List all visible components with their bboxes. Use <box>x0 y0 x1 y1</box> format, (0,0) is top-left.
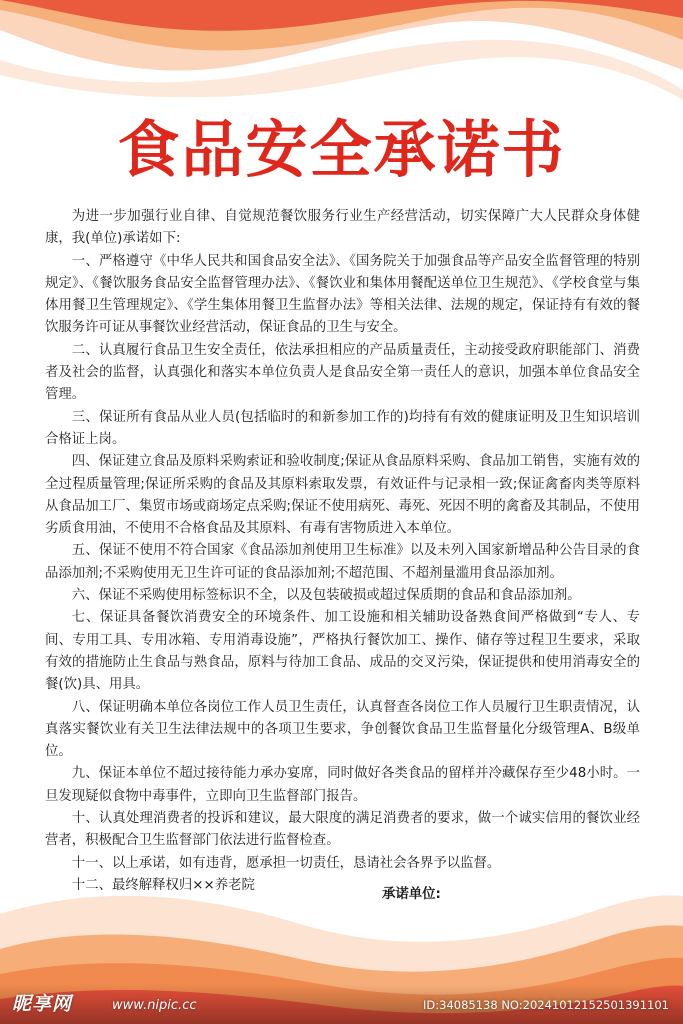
watermark-bar <box>0 984 683 1024</box>
signature-label: 承诺单位: <box>382 887 441 902</box>
clause-12: 十二、最终解释权归××养老院 <box>71 877 255 893</box>
top-wave-decoration <box>0 0 683 110</box>
clause-9: 九、保证本单位不超过接待能力承办宴席，同时做好各类食品的留样并冷藏保存至少48小时。一旦发现疑似食物中毒事件，立即向卫生监督部门报告。 <box>45 766 640 804</box>
watermark-image-id: ID:34085138 NO:20241012152501391101 <box>423 998 669 1012</box>
intro-paragraph: 为进一步加强行业自律、自觉规范餐饮服务行业生产经营活动，切实保障广大人民群众身体健康，我(单位)承诺如下: <box>45 209 640 247</box>
clause-10: 十、认真处理消费者的投诉和建议，最大限度的满足消费者的要求，做一个诚实信用的餐饮业经营者，积极配合卫生监督部门依法进行监督检查。 <box>45 811 640 849</box>
watermark-site: www.nipic.cc <box>112 998 197 1013</box>
commitment-body <box>45 206 640 897</box>
clause-3: 三、保证所有食品从业人员(包括临时的和新参加工作的)均持有有效的健康证明及卫生知识培训合格证上岗。 <box>45 409 640 447</box>
clause-2: 二、认真履行食品卫生安全责任，依法承担相应的产品质量责任，主动接受政府职能部门、消费者及社会的监督，认真强化和落实本单位负责人是食品安全第一责任人的意识，加强本单位食品安全管理。 <box>45 342 640 403</box>
watermark-logo: 昵享网 <box>12 993 73 1015</box>
clause-7: 七、保证具备餐饮消费安全的环境条件、加工设施和相关辅助设备熟食间严格做到“专人、专间、专用工具、专用冰箱、专用消毒设施”，严格执行餐饮加工、操作、储存等过程卫生要求，采取有效的措施防止生食品与熟食品，原料与待加工食品、成品的交叉污染，保证提供和使用消毒安全的餐(饮)具、用具。 <box>45 610 640 693</box>
clause-6: 六、保证不采购使用标签标识不全，以及包装破损或超过保质期的食品和食品添加剂。 <box>71 588 581 604</box>
page-title: 食品安全承诺书 <box>117 113 566 186</box>
clause-4: 四、保证建立食品及原料采购索证和验收制度;保证从食品原料采购、食品加工销售，实施有效的全过程质量管理;保证所采购的食品及其原料索取发票，有效证件与记录相一致;保证禽畜肉类等原料从食品加工厂、集贸市场或商场定点采购;保证不使用病死、毒死、死因不明的禽畜及其制品，不使用劣质食用油，不使用不合格食品及其原料、有毒有害物质进入本单位。 <box>45 454 640 537</box>
clause-11: 十一、以上承诺，如有违背，愿承担一切责任，恳请社会各界予以监督。 <box>71 855 501 871</box>
clause-5: 五、保证不使用不符合国家《食品添加剂使用卫生标准》以及未列入国家新增品种公告目录的食品添加剂;不采购使用无卫生许可证的食品添加剂;不超范围、不超剂量滥用食品添加剂。 <box>45 543 640 581</box>
clause-8: 八、保证明确本单位各岗位工作人员卫生责任，认真督查各岗位工作人员履行卫生职责情况，认真落实餐饮业有关卫生法律法规中的各项卫生要求，争创餐饮食品卫生监督量化分级管理A、B级单位。 <box>45 699 640 760</box>
clause-1: 一、严格遵守《中华人民共和国食品安全法》、《国务院关于加强食品等产品安全监督管理的特别规定》、《餐饮服务食品安全监督管理办法》、《餐饮业和集体用餐配送单位卫生规范》、《学校食堂与集体用餐卫生管理规定》、《学生集体用餐卫生监督办法》等相关法律、法规的规定，保证持有有效的餐饮服务许可证从事餐饮业经营活动，保证食品的卫生与安全。 <box>45 253 640 336</box>
